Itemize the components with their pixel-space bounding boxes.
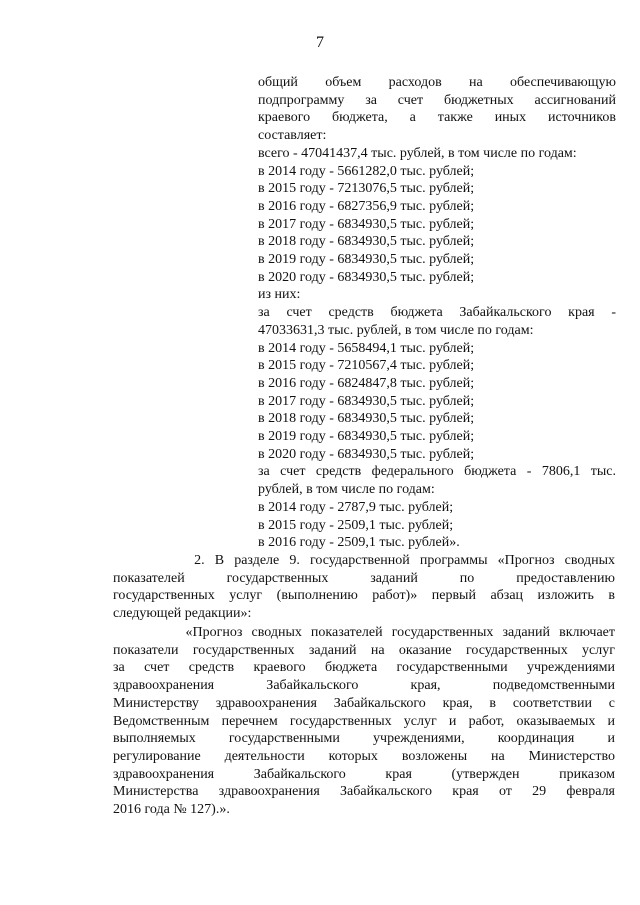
regional-year-line: в 2020 году - 6834930,5 тыс. рублей; xyxy=(258,446,475,462)
page-number: 7 xyxy=(316,34,324,51)
paragraph-line: здравоохранения Забайкальского края (утвержден приказом xyxy=(113,766,615,782)
paragraph-line: здравоохранения Забайкальского края, подведомственными xyxy=(113,678,615,694)
total-line: всего - 47041437,4 тыс. рублей, в том числе по годам: xyxy=(258,145,577,161)
regional-line: за счет средств бюджета Забайкальского края - xyxy=(258,305,616,321)
regional-year-line: в 2017 году - 6834930,5 тыс. рублей; xyxy=(258,393,475,409)
federal-line: за счет средств федерального бюджета - 7806,1 тыс. xyxy=(258,464,616,480)
paragraph-3 xyxy=(113,624,615,819)
paragraph-line: показателей государственных заданий по предоставлению xyxy=(113,570,615,586)
of-which-line: из них: xyxy=(258,287,301,303)
paragraph-line: Министерства здравоохранения Забайкальского края от 29 февраля xyxy=(113,784,615,800)
total-year-line: в 2015 году - 7213076,5 тыс. рублей; xyxy=(258,181,475,197)
regional-year-line: в 2018 году - 6834930,5 тыс. рублей; xyxy=(258,411,475,427)
paragraph-line: 2. В разделе 9. государственной программы «Прогноз сводных xyxy=(113,553,615,568)
paragraph-2 xyxy=(113,552,615,623)
total-year-line: в 2017 году - 6834930,5 тыс. рублей; xyxy=(258,216,475,232)
intro-line: подпрограмму за счет бюджетных ассигнований xyxy=(258,92,616,108)
paragraph-line: выполняемых государственными учреждениями, координация и xyxy=(113,731,615,747)
intro-line: составляет: xyxy=(258,128,327,144)
paragraph-line: Министерству здравоохранения Забайкальского края, в соответствии с xyxy=(113,695,615,711)
regional-year-line: в 2014 году - 5658494,1 тыс. рублей; xyxy=(258,340,475,356)
paragraph-line: за счет средств краевого бюджета государственными учреждениями xyxy=(113,660,615,676)
paragraph-line: показатели государственных заданий на оказание государственных услуг xyxy=(113,642,615,658)
paragraph-line: 2016 года № 127).». xyxy=(113,802,230,818)
federal-year-line: в 2014 году - 2787,9 тыс. рублей; xyxy=(258,499,454,515)
paragraph-line: «Прогноз сводных показателей государственных заданий включает xyxy=(113,625,615,640)
funding-block xyxy=(258,74,616,552)
total-year-line: в 2016 году - 6827356,9 тыс. рублей; xyxy=(258,198,475,214)
paragraph-line: регулирование деятельности которых возложены на Министерство xyxy=(113,748,615,764)
intro-line: общий объем расходов на обеспечивающую xyxy=(258,75,616,90)
paragraph-line: государственных услуг (выполнению работ)» первый абзац изложить в xyxy=(113,588,615,604)
regional-year-line: в 2016 году - 6824847,8 тыс. рублей; xyxy=(258,375,475,391)
total-year-line: в 2014 году - 5661282,0 тыс. рублей; xyxy=(258,163,475,179)
federal-year-line: в 2015 году - 2509,1 тыс. рублей; xyxy=(258,517,454,533)
total-year-line: в 2018 году - 6834930,5 тыс. рублей; xyxy=(258,234,475,250)
paragraph-line: Ведомственным перечнем государственных услуг и работ, оказываемых и xyxy=(113,713,615,729)
regional-year-line: в 2015 году - 7210567,4 тыс. рублей; xyxy=(258,358,475,374)
federal-line: рублей, в том числе по годам: xyxy=(258,482,435,498)
total-year-line: в 2019 году - 6834930,5 тыс. рублей; xyxy=(258,252,475,268)
regional-line: 47033631,3 тыс. рублей, в том числе по годам: xyxy=(258,322,534,338)
regional-year-line: в 2019 году - 6834930,5 тыс. рублей; xyxy=(258,429,475,445)
total-year-line: в 2020 году - 6834930,5 тыс. рублей; xyxy=(258,269,475,285)
paragraph-line: следующей редакции»: xyxy=(113,606,252,622)
intro-line: краевого бюджета, а также иных источников xyxy=(258,110,616,126)
federal-year-line: в 2016 году - 2509,1 тыс. рублей». xyxy=(258,535,460,551)
